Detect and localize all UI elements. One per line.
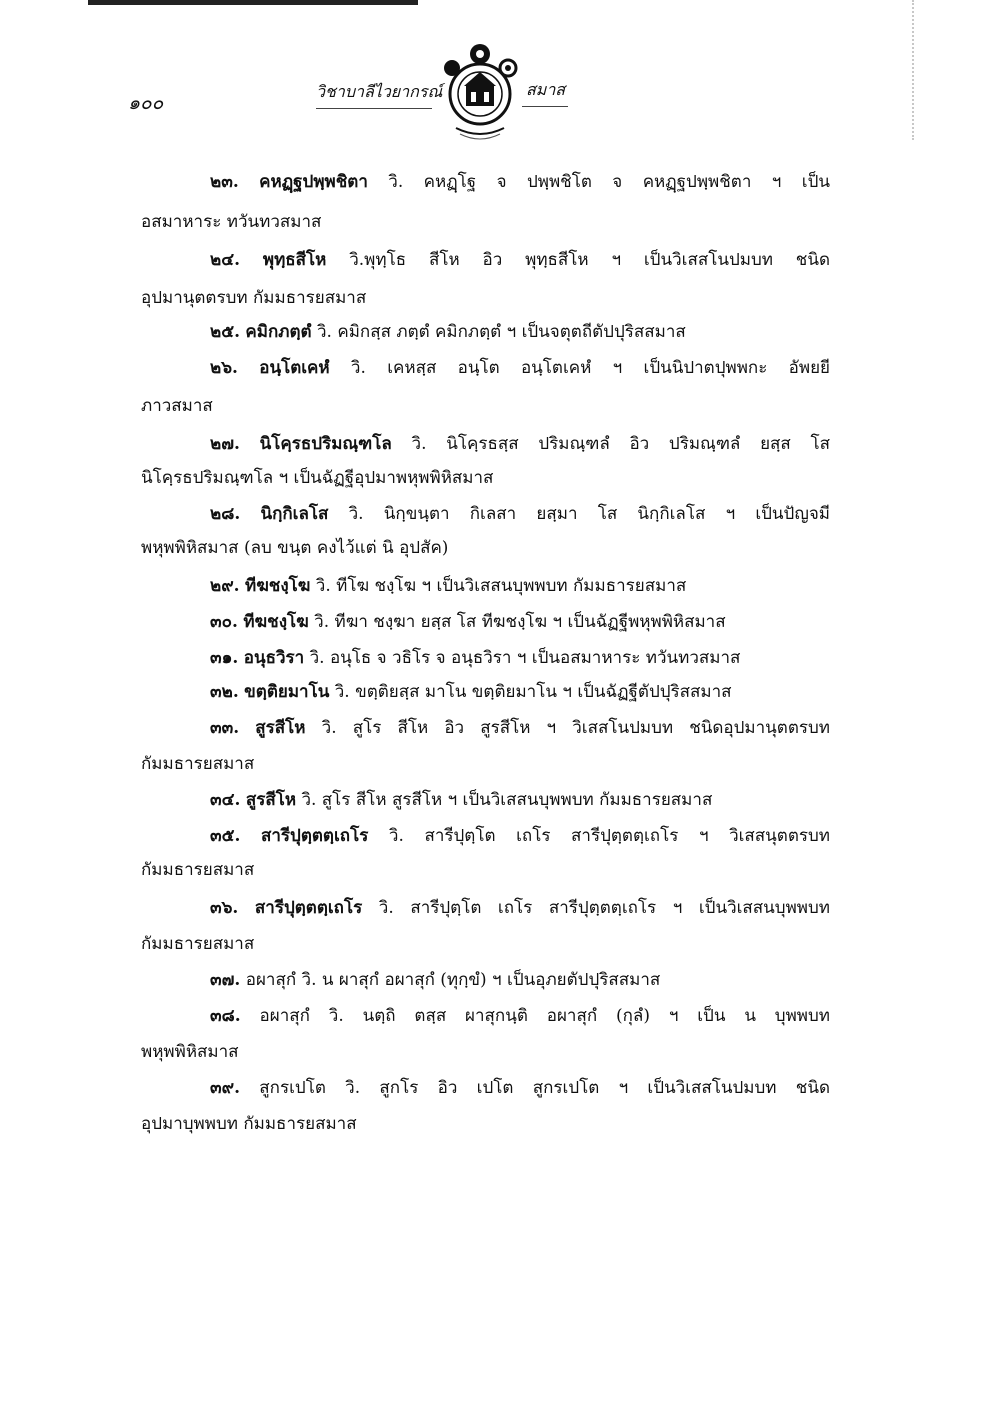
entry-continuation: กัมมธารยสมาส [141,860,255,880]
entry-text: วิ.พุทฺโธ สีโห อิว พุทฺธสีโห ฯ เป็นวิเสสโนปมบท ชนิด [326,250,830,270]
entry-number: ๒๘. [210,504,241,524]
entry-first-line [210,432,830,456]
entry-text: วิ. สารีปุตฺโต เถโร สารีปุตฺตตฺเถโร ฯ วิเสสนุตตรบท [368,826,831,846]
entry-first-line [210,1004,830,1028]
entry-first-line [210,716,830,740]
entry-term: ทีฆชงฺโฆ [244,576,311,596]
entry-text: อผาสุกํ วิ. นตฺถิ ตสฺส ผาสุกนฺติ อผาสุกํ (กุลํ) ฯ เป็น น บุพพบท [259,1006,830,1026]
entry-first-line [210,896,830,920]
entry-number: ๒๙. [210,576,240,596]
entry-first-line [210,680,830,704]
entry-number: ๓๖. [210,898,239,918]
section-label: สมาส [526,80,566,99]
entry-number: ๒๔. [210,250,240,270]
entry-continuation: พหุพพิหิสมาส (ลบ ขนฺต คงไว้แต่ นิ อุปสัค) [141,538,449,558]
entry-number: ๒๖. [210,358,238,378]
entry-first-line [210,824,830,848]
entry-first-line [210,788,830,812]
entry-number: ๓๒. [210,682,239,702]
institution-emblem-icon [436,40,524,144]
entry-number: ๓๐. [210,612,238,632]
entry-term: สารีปุตฺตตฺเถโร [261,826,369,846]
entry-term: สูรสีโห [245,790,297,810]
running-title-underline [316,108,432,109]
page-header [0,64,1000,136]
entry-first-line [210,320,830,344]
entry-text: วิ. ทีโฆ ชงฺโฆ ฯ เป็นวิเสสนบุพพบท กัมมธารยสมาส [310,576,687,596]
running-title: วิชาบาลีไวยากรณ์ [316,82,443,101]
entry-first-line [210,968,830,992]
entry-number: ๓๔. [210,790,241,810]
entry-number: ๓๙. [210,1078,240,1098]
entry-first-line [210,610,830,634]
entry-first-line [210,502,830,526]
entry-first-line [210,248,830,272]
entry-number: ๓๕. [210,826,241,846]
entry-continuation: อุปมานุตตรบท กัมมธารยสมาส [141,288,367,308]
entry-term: ทีฆชงฺโฆ [243,612,309,632]
entry-text: วิ. นิกฺขนฺตา กิเลสา ยสฺมา โส นิกฺกิเลโส ฯ เป็นปัญจมี [328,504,830,524]
entry-first-line [210,1076,830,1100]
entry-continuation: นิโคฺรธปริมณฺฑโล ฯ เป็นฉัฏฐีอุปมาพหุพพิหิสมาส [141,468,494,488]
entry-term: คมิกภตฺตํ [245,322,312,342]
page-number: ๑๐๐ [128,92,164,114]
entry-text: วิ. สูโร สีโห สูรสีโห ฯ เป็นวิเสสนบุพพบท กัมมธารยสมาส [296,790,713,810]
entry-text: วิ. คหฏฺโฐ จ ปพฺพชิโต จ คหฏฺฐปพฺพชิตา ฯ เป็น [367,172,830,192]
top-border-rule [88,0,418,5]
entry-term: อนุธวิรา [243,648,305,668]
entry-number: ๓๑. [210,648,239,668]
entry-continuation: อุปมาบุพพบท กัมมธารยสมาส [141,1114,357,1134]
section-label-underline [522,106,568,107]
entry-text: สูกรเปโต วิ. สูกโร อิว เปโต สูกรเปโต ฯ เป็นวิเสสโนปมบท ชนิด [259,1078,831,1098]
entry-term: นิกฺกิเลโส [260,504,329,524]
entry-number: ๓๗. [210,970,241,990]
entry-text: วิ. คมิกสฺส ภตฺตํ คมิกภตฺตํ ฯ เป็นจตุตถีตัปปุริสสมาส [311,322,686,342]
entry-text: วิ. สูโร สีโห อิว สูรสีโห ฯ วิเสสโนปมบท ชนิดอุปมานุตตรบท [305,718,830,738]
entry-continuation: กัมมธารยสมาส [141,934,255,954]
entry-continuation: พหุพพิหิสมาส [141,1042,239,1062]
entry-continuation: อสมาหาระ ทวันทวสมาส [141,212,322,232]
entry-number: ๓๘. [210,1006,241,1026]
entry-number: ๒๗. [210,434,240,454]
entry-continuation: ภาวสมาส [141,396,213,416]
entry-text: วิ. อนุโธ จ วธิโร จ อนุธวิรา ฯ เป็นอสมาหาระ ทวันทวสมาส [304,648,741,668]
entry-continuation: กัมมธารยสมาส [141,754,255,774]
entry-term: สูรสีโห [255,718,306,738]
entry-term: ขตฺติยมาโน [244,682,330,702]
entry-term: พุทฺธสีโห [262,250,327,270]
entry-text: วิ. ทีฆา ชงฺฆา ยสฺส โส ทีฆชงฺโฆ ฯ เป็นฉัฏฐีพหุพพิหิสมาส [308,612,726,632]
entry-term: สารีปุตฺตตฺเถโร [254,898,363,918]
entry-text: วิ. สารีปุตฺโต เถโร สารีปุตฺตตฺเถโร ฯ เป็นวิเสสนบุพพบท [362,898,830,918]
entry-term: อนฺโตเคหํ [259,358,330,378]
entry-number: ๒๓. [210,172,239,192]
entry-first-line [210,170,830,194]
entry-term: นิโคฺรธปริมณฺฑโล [259,434,392,454]
entry-text: วิ. ขตฺติยสฺส มาโน ขตฺติยมาโน ฯ เป็นฉัฏฐีตัปปุริสสมาส [329,682,732,702]
entry-first-line [210,574,830,598]
entry-number: ๒๕. [210,322,240,342]
entry-first-line [210,356,830,380]
entry-text: วิ. นิโคฺรธสฺส ปริมณฺฑลํ อิว ปริมณฺฑลํ ยสฺส โส [391,434,830,454]
entry-term: คหฏฺฐปพฺพชิตา [259,172,368,192]
entry-text: วิ. เคหสฺส อนฺโต อนฺโตเคหํ ฯ เป็นนิปาตปุพพกะ อัพยยี [329,358,830,378]
entry-number: ๓๓. [210,718,240,738]
entry-first-line [210,646,830,670]
entry-text: อผาสุกํ วิ. น ผาสุกํ อผาสุกํ (ทุกฺขํ) ฯ เป็นอุภยตัปปุริสสมาส [245,970,661,990]
